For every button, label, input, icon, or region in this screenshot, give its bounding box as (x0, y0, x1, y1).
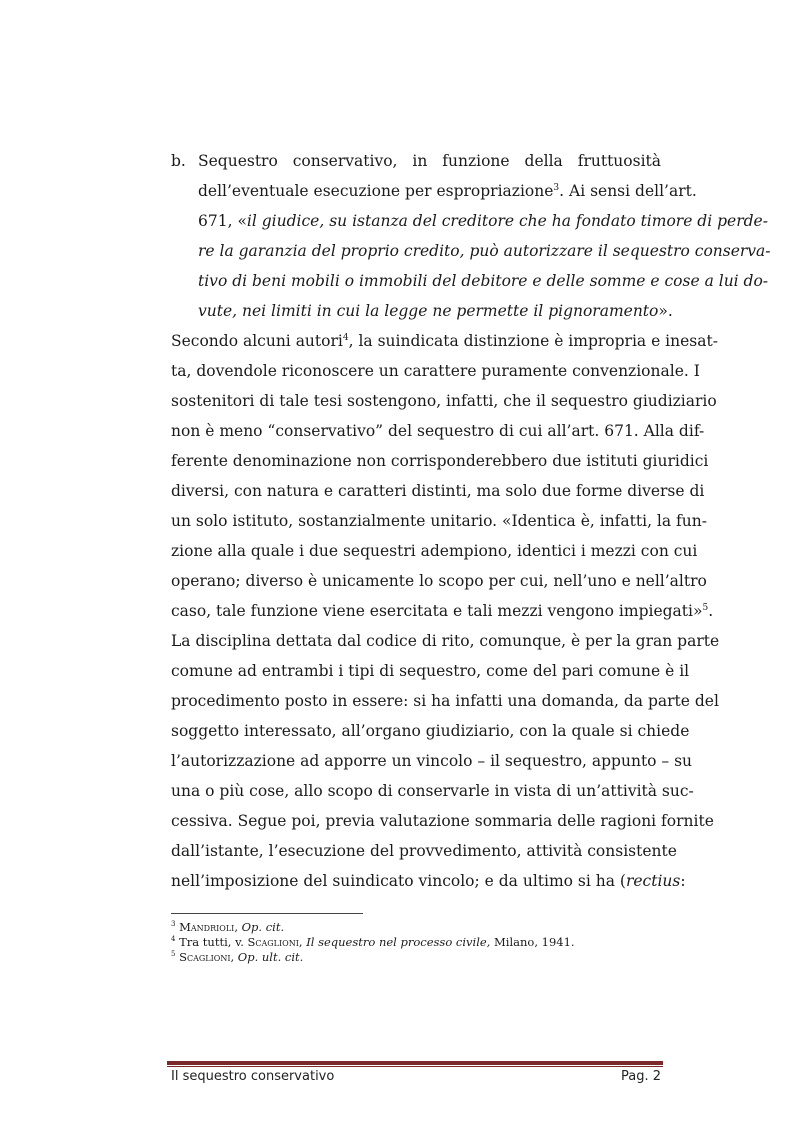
footnote-divider (171, 913, 363, 914)
paragraph-line: nell’imposizione del suindicato vincolo; e da ultimo si ha (rectius: (171, 872, 686, 890)
page-number: Pag. 2 (620, 1069, 661, 1084)
list-item-line: dell’eventuale esecuzione per espropriazione$^3$. Ai sensi dell’art. (198, 182, 697, 200)
body-text (171, 146, 771, 896)
paragraph-line: un solo istituto, sostanzialmente unitario. «Identica è, infatti, la fun- (171, 512, 707, 530)
list-item-marker: b. (171, 152, 186, 170)
footnote-3: $^3$ Mandrioli, Op. cit. (171, 920, 285, 934)
paragraph-line: cessiva. Segue poi, previa valutazione sommaria delle ragioni fornite (171, 812, 714, 830)
paragraph-line: La disciplina dettata dal codice di rito, comunque, è per la gran parte (171, 632, 720, 650)
footnote-ref[interactable]: 4 (342, 332, 349, 343)
footnote-5: $^5$ Scaglioni, Op. ult. cit. (171, 950, 304, 964)
footnotes (171, 920, 661, 965)
list-item-line: tivo di beni mobili o immobili del debitore e delle somme e cose a lui do- (198, 272, 769, 290)
paragraph-line: caso, tale funzione viene esercitata e tali mezzi vengono impiegati»$^5$. (171, 602, 714, 620)
paragraph-line: operano; diverso è unicamente lo scopo per cui, nell’uno e nell’altro (171, 572, 707, 590)
paragraph-line: diversi, con natura e caratteri distinti, ma solo due forme diverse di (171, 482, 705, 500)
paragraph-line: Secondo alcuni autori$^4$, la suindicata distinzione è impropria e inesat- (171, 332, 718, 350)
page-footer (171, 1069, 661, 1089)
paragraph-line: comune ad entrambi i tipi di sequestro, come del pari comune è il (171, 662, 690, 680)
list-item-line: 671, «il giudice, su istanza del creditore che ha fondato timore di perde- (198, 212, 768, 230)
footnote-ref[interactable]: 5 (702, 602, 709, 613)
list-item-line: b. Sequestro conservativo, in funzione della fruttuosità (198, 146, 661, 176)
footnote-ref[interactable]: 3 (553, 182, 560, 193)
paragraph-line: ta, dovendole riconoscere un carattere puramente convenzionale. I (171, 362, 700, 380)
list-item-line: re la garanzia del proprio credito, può autorizzare il sequestro conserva- (198, 242, 771, 260)
paragraph-line: zione alla quale i due sequestri adempiono, identici i mezzi con cui (171, 542, 698, 560)
paragraph-line: non è meno “conservativo” del sequestro di cui all’art. 671. Alla dif- (171, 422, 705, 440)
paragraph-line: l’autorizzazione ad apporre un vincolo – il sequestro, appunto – su (171, 752, 693, 770)
paragraph-line: sostenitori di tale tesi sostengono, infatti, che il sequestro giudiziario (171, 392, 717, 410)
footer-divider-thin (167, 1066, 663, 1067)
footer-divider-thick (167, 1061, 663, 1065)
footer-title: Il sequestro conservativo (171, 1069, 335, 1084)
paragraph-line: procedimento posto in essere: si ha infatti una domanda, da parte del (171, 692, 719, 710)
paragraph-line: dall’istante, l’esecuzione del provvedimento, attività consistente (171, 842, 677, 860)
paragraph-line: una o più cose, allo scopo di conservarle in vista di un’attività suc- (171, 782, 694, 800)
footnote-4: $^4$ Tra tutti, v. Scaglioni, Il sequestro nel processo civile, Milano, 1941. (171, 935, 575, 949)
list-item-line: vute, nei limiti in cui la legge ne permette il pignoramento». (198, 302, 673, 320)
paragraph-line: soggetto interessato, all’organo giudiziario, con la quale si chiede (171, 722, 690, 740)
paragraph-line: ferente denominazione non corrisponderebbero due istituti giuridici (171, 452, 709, 470)
